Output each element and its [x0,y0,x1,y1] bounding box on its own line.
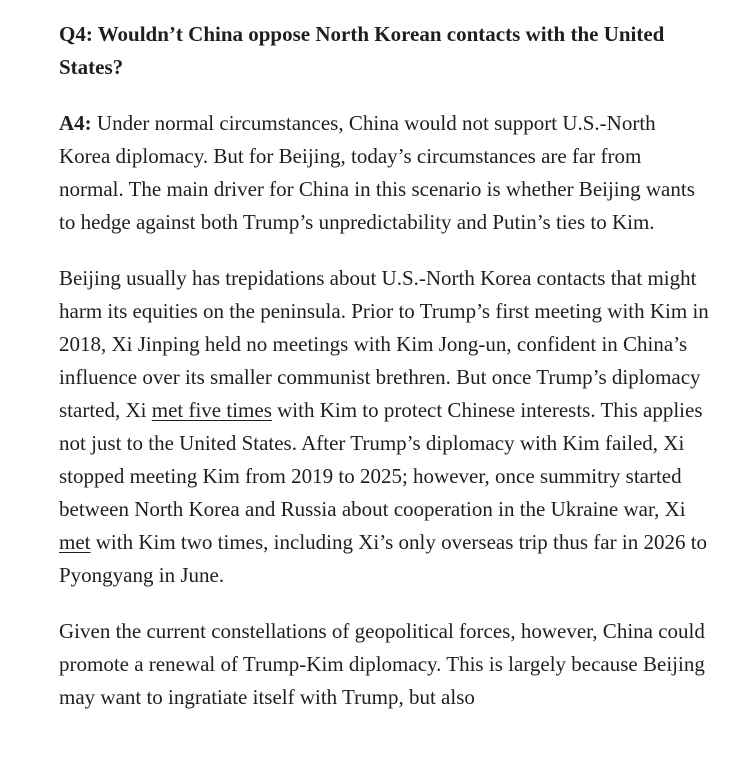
article-body [59,18,711,737]
met-five-times-link[interactable]: met five times [151,398,272,422]
answer-paragraph-2 [59,262,711,592]
answer-paragraph-3: Given the current constellations of geopolitical forces, however, China could promote a renewal of Trump-Kim diplomacy. This is largely because Beijing may want to ingratiate itself with Trump, but also [59,619,705,709]
answer-paragraph-2-text-c: with Kim two times, including Xi’s only overseas trip thus far in 2026 to Pyongyang in June. [59,530,708,587]
answer-label: A4: [59,111,92,135]
answer-paragraph-1-text: Under normal circumstances, China would not support U.S.-North Korea diplomacy. But for Beijing, today’s circumstances are far from normal. The main driver for China in this scenario is whether Beijing wants to hedge against both Trump’s unpredictability and Putin’s ties to Kim. [59,111,695,234]
question-heading: Q4: Wouldn’t China oppose North Korean contacts with the United States? [59,22,665,79]
met-link[interactable]: met [59,530,91,554]
answer-paragraph-1 [59,107,711,239]
answer-paragraph-2-text-a: Beijing usually has trepidations about U.S.-North Korea contacts that might harm its equities on the peninsula. Prior to Trump’s first meeting with Kim in 2018, Xi Jinping held no meetings with Kim Jong-un, confident in China’s influence over its smaller communist brethren. But once Trump’s diplomacy started, Xi [59,266,709,422]
answer-paragraph-2-text-b: with Kim to protect Chinese interests. This applies not just to the United States. After Trump’s diplomacy with Kim failed, Xi stopped meeting Kim from 2019 to 2025; however, once summitry started between North Korea and Russia about cooperation in the Ukraine war, Xi [59,398,703,521]
